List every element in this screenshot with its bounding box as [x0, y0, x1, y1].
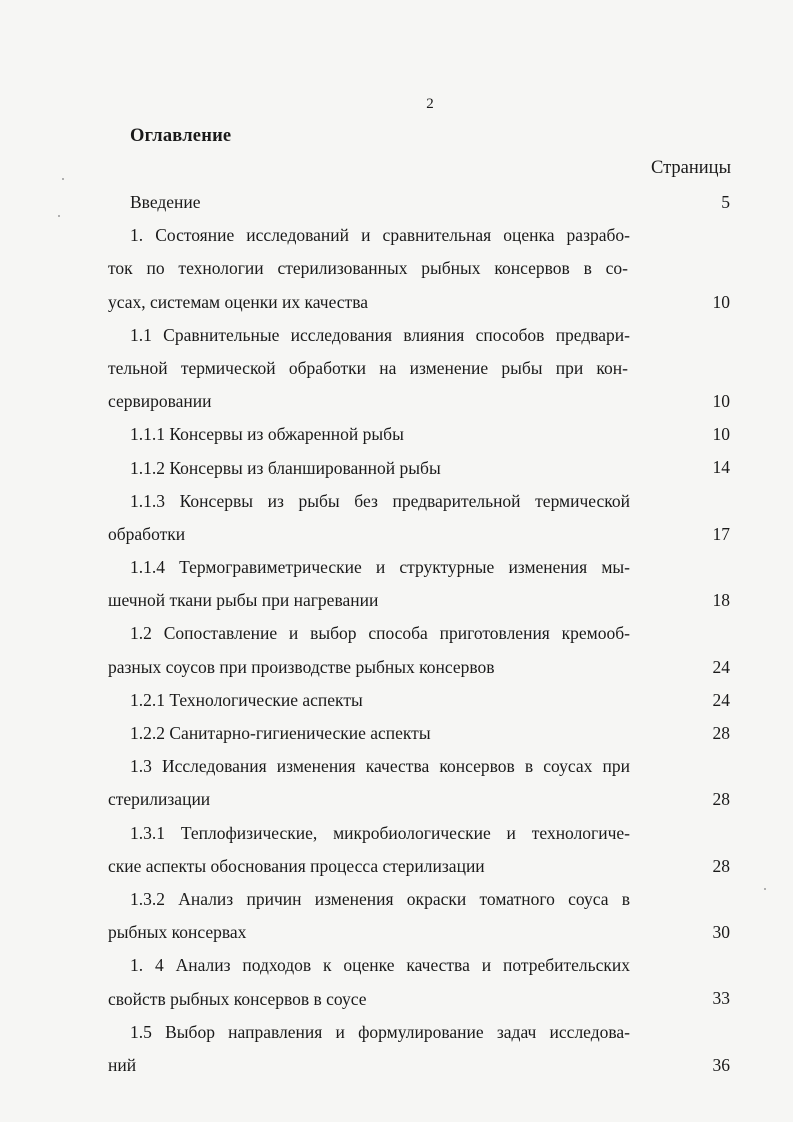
scan-speck [764, 888, 766, 890]
toc-entry-title-continuation: ские аспекты обоснования процесса стерилизации [108, 855, 485, 876]
toc-entry-page: 30 [712, 922, 730, 943]
toc-entry-title: 1.2.2 Санитарно-гигиенические аспекты [130, 723, 431, 743]
toc-entry-page: 36 [712, 1054, 730, 1075]
toc-entry-title-continuation: разных соусов при производстве рыбных консервов [108, 656, 495, 677]
toc-entry-page: 28 [712, 722, 730, 743]
toc-entry [0, 717, 793, 750]
toc-entry-title-continuation: свойств рыбных консервов в соусе [108, 988, 367, 1009]
toc-entry-page: 18 [712, 590, 730, 611]
toc-entry-title: 1.2 Сопоставление и выбор способа приготовления кремооб- [130, 623, 630, 644]
toc-entry [0, 219, 793, 319]
toc-entry [0, 617, 793, 683]
pages-column-header: Страницы [651, 158, 731, 178]
toc-entry [0, 319, 793, 419]
toc-entry [0, 750, 793, 816]
toc-entry-title: 1.1.1 Консервы из обжаренной рыбы [130, 424, 404, 445]
toc-entry-title-continuation: ний [108, 1054, 137, 1075]
toc-entry-title-continuation: обработки [108, 523, 186, 544]
toc-entry-title: 1.1.3 Консервы из рыбы без предварительной термической [130, 490, 630, 511]
toc-entry-page: 10 [712, 391, 730, 412]
toc-entry [0, 186, 793, 219]
toc-entry-page: 5 [721, 191, 730, 212]
scan-speck [62, 178, 64, 180]
toc-entry-page: 33 [712, 988, 730, 1009]
toc-entry-title-continuation: ток по технологии стерилизованных рыбных консервов в со- [108, 258, 628, 279]
toc-entry-title: 1. Состояние исследований и сравнительная оценка разрабо- [130, 225, 630, 246]
toc-title: Оглавление [130, 126, 232, 146]
toc-entry [0, 684, 793, 717]
toc-entry-title-continuation: шечной ткани рыбы при нагревании [108, 590, 379, 611]
toc-entry-title-continuation: сервировании [108, 391, 212, 412]
toc-entry-page: 24 [712, 689, 730, 710]
toc-entry-page: 14 [712, 457, 730, 478]
toc-entry-page: 24 [712, 656, 730, 677]
toc-entry [0, 817, 793, 883]
toc-entry-title-continuation: тельной термической обработки на изменение рыбы при кон- [108, 357, 628, 378]
toc-entry-page: 28 [712, 789, 730, 810]
toc-entries [0, 186, 793, 1082]
toc-entry-title: 1.3.2 Анализ причин изменения окраски томатного соуса в [130, 888, 630, 909]
toc-entry-page: 10 [712, 291, 730, 312]
toc-entry-page: 10 [712, 424, 730, 445]
toc-entry-title: 1.1.4 Термогравиметрические и структурные изменения мы- [130, 557, 630, 578]
toc-entry-title-continuation: стерилизации [108, 789, 211, 810]
toc-entry-title-continuation: рыбных консервах [108, 922, 247, 943]
toc-entry-title: 1.1.2 Консервы из бланшированной рыбы [130, 457, 441, 478]
scan-speck [58, 215, 60, 217]
toc-entry-title: 1.1 Сравнительные исследования влияния способов предвари- [130, 324, 630, 345]
toc-entry-title: 1.2.1 Технологические аспекты [130, 689, 363, 710]
toc-entry-page: 28 [712, 855, 730, 876]
toc-entry-title-continuation: усах, системам оценки их качества [108, 291, 368, 312]
toc-entry-title: 1.3 Исследования изменения качества консервов в соусах при [130, 756, 630, 777]
toc-entry [0, 949, 793, 1015]
toc-entry [0, 452, 793, 485]
toc-entry [0, 1016, 793, 1082]
toc-entry-title: 1.3.1 Теплофизические, микробиологические и технологиче- [130, 822, 630, 843]
toc-entry [0, 551, 793, 617]
toc-entry-title: 1.5 Выбор направления и формулирование задач исследова- [130, 1021, 630, 1042]
toc-entry [0, 883, 793, 949]
toc-entry [0, 485, 793, 551]
toc-entry [0, 418, 793, 451]
toc-entry-title: 1. 4 Анализ подходов к оценке качества и потребительских [130, 955, 630, 976]
page-number: 2 [426, 96, 434, 112]
toc-entry-page: 17 [712, 523, 730, 544]
toc-entry-title: Введение [130, 192, 201, 212]
